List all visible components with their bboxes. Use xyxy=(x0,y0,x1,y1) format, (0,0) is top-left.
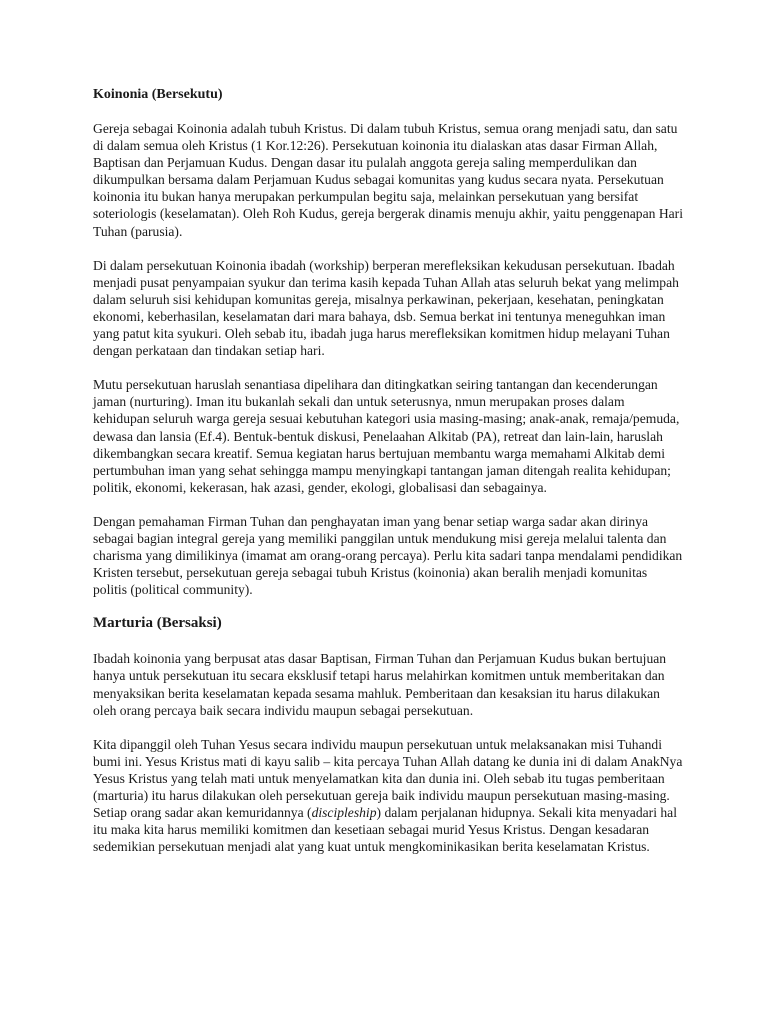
discipleship-term: discipleship xyxy=(311,805,377,821)
koinonia-paragraph-1: Gereja sebagai Koinonia adalah tubuh Kristus. Di dalam tubuh Kristus, semua orang menjadi satu, dan satu di dalam semua oleh Kristus (1 Kor.12:26). Persekutuan koinonia itu dialaskan atas dasar Firman Allah, Baptisan dan Perjamuan Kudus. Dengan dasar itu pulalah anggota gereja saling memperdulikan dan dikumpulkan bersama dalam Perjamuan Kudus sebagai komunitas yang kudus secara nyata. Persekutuan koinonia itu bukan hanya merupakan perkumpulan begitu saja, melainkan persekutuan yang bersifat soteriologis (keselamatan). Oleh Roh Kudus, gereja bergerak dinamis menuju akhir, yaitu penggenapan Hari Tuhan (parusia). xyxy=(93,121,683,239)
koinonia-paragraph-4: Dengan pemahaman Firman Tuhan dan penghayatan iman yang benar setiap warga sadar akan dirinya sebagai bagian integral gereja yang memiliki panggilan untuk mendukung misi gereja melalui talenta dan charisma yang dimilikinya (imamat am orang-orang percaya). Perlu kita sadari tanpa mendalami pendidikan Kristen tersebut, persekutuan gereja sebagai tubuh Kristus (koinonia) akan beralih menjadi komunitas politis (political community). xyxy=(93,513,683,598)
koinonia-paragraph-2: Di dalam persekutuan Koinonia ibadah (workship) berperan merefleksikan kekudusan persekutuan. Ibadah menjadi pusat penyampaian syukur dan terima kasih kepada Tuhan Allah atas seluruh bekat yang melimpah dalam seluruh sisi kehidupan komunitas gereja, misalnya perkawinan, pekerjaan, kesehatan, peningkatan ekonomi, keberhasilan, keselamatan dari mara bahaya, dsb. Semua berkat ini tentunya meneguhkan iman yang patut kita syukuri. Oleh sebab itu, ibadah juga harus merefleksikan komitmen hidup melayani Tuhan dengan perkataan dan tindakan setiap hari. xyxy=(93,257,679,359)
section-title-koinonia: Koinonia (Bersekutu) xyxy=(93,87,223,102)
section-title-marturia: Marturia (Bersaksi) xyxy=(93,615,222,632)
marturia-paragraph-2-text-b: ) dalam perjalanan hidupnya. Sekali kita menyadari hal itu maka kita harus memiliki komitmen dan kesetiaan sebagai murid Yesus Kristus. Dengan kesadaran sedemikian persekutuan menjadi alat yang kuat untuk mengkominikasikan berita keselamatan Kristus. xyxy=(93,805,677,855)
document-page xyxy=(93,86,683,872)
koinonia-paragraph-3: Mutu persekutuan haruslah senantiasa dipelihara dan ditingkatkan seiring tantangan dan kecenderungan jaman (nurturing). Iman itu bukanlah sekali dan untuk seterusnya, nmun merupakan proses dalam kehidupan seluruh warga gereja sesuai kebutuhan kategori usia masing-masing; anak-anak, remaja/pemuda, dewasa dan lansia (Ef.4). Bentuk-bentuk diskusi, Penelaahan Alkitab (PA), retreat dan lain-lain, haruslah dikembangkan secara kreatif. Semua kegiatan harus bertujuan membantu warga memahami Alkitab demi pertumbuhan iman yang sehat sehingga mampu menyingkapi tantangan jaman ditengah realita kehidupan; politik, ekonomi, kekerasan, hak azasi, gender, ekologi, globalisasi dan sebagainya. xyxy=(93,377,680,495)
marturia-paragraph-2 xyxy=(93,736,683,856)
marturia-paragraph-1: Ibadah koinonia yang berpusat atas dasar Baptisan, Firman Tuhan dan Perjamuan Kudus bukan bertujuan hanya untuk persekutuan itu secara eksklusif tetapi harus melahirkan komitmen untuk memberitakan dan menyaksikan berita keselamatan kepada sesama mahluk. Pemberitaan dan kesaksian itu harus dilakukan oleh orang percaya baik secara individu maupun sebagai persekutuan. xyxy=(93,651,667,718)
marturia-paragraph-2-text-a: Kita dipanggil oleh Tuhan Yesus secara individu maupun persekutuan untuk melaksanakan misi Tuhandi bumi ini. Yesus Kristus mati di kayu salib – kita percaya Tuhan Allah datang ke dunia ini di dalam AnakNya Yesus Kristus yang telah mati untuk menyelamatkan kita dan dunia ini. Oleh sebab itu tugas pemberitaan (marturia) itu harus dilakukan oleh persekutuan gereja baik individu maupun persekutuan masing-masing. Setiap orang sadar akan kemuridannya ( xyxy=(93,736,683,821)
